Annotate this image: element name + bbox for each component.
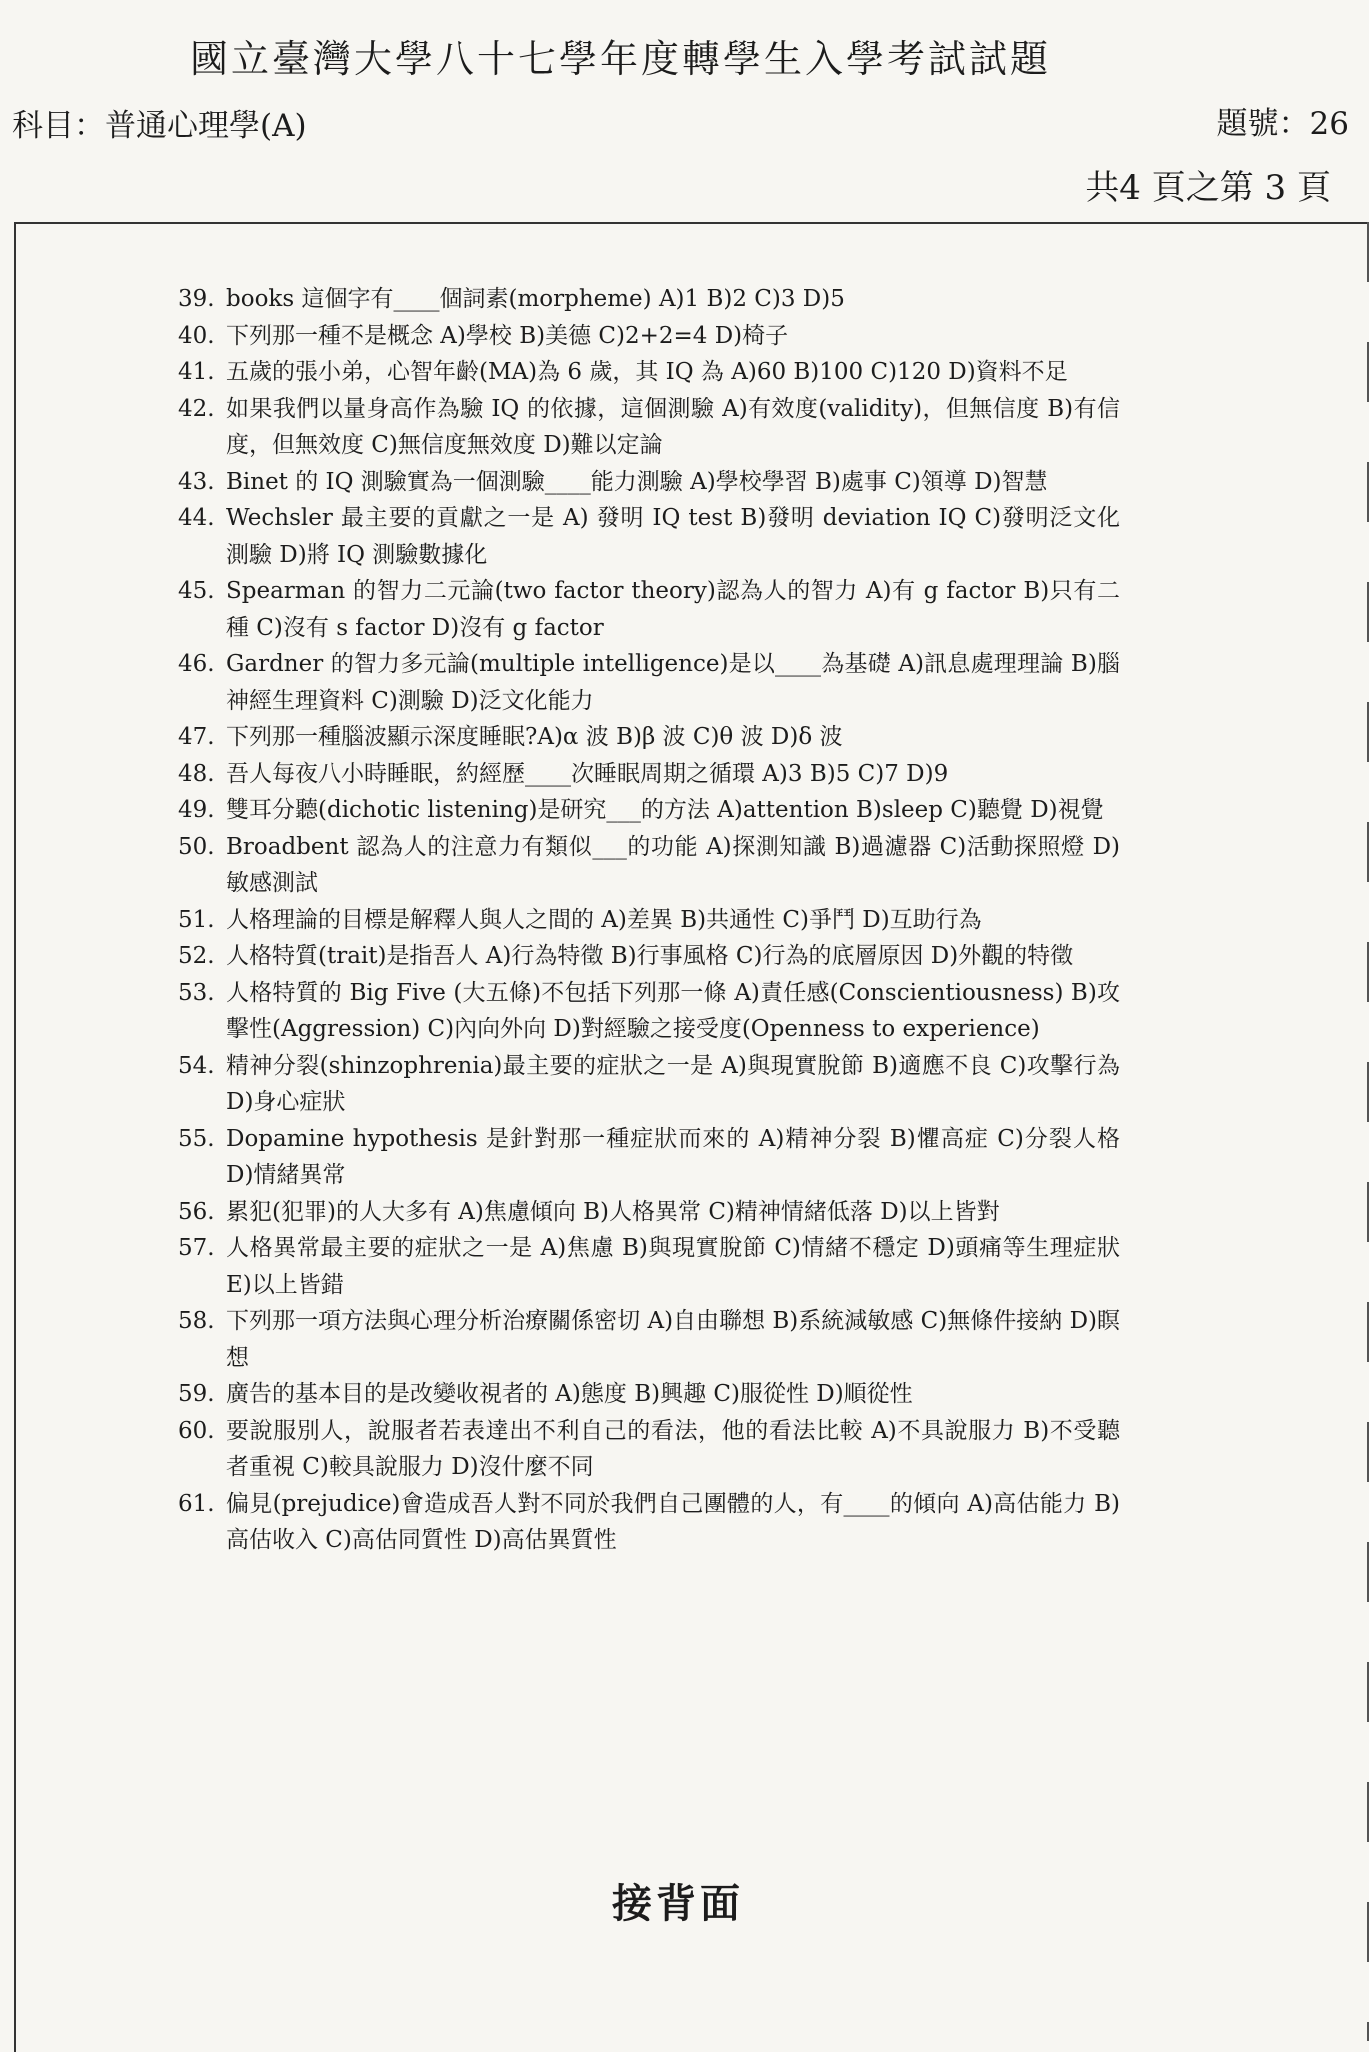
question-number: 51. xyxy=(178,906,215,933)
question-text: 五歲的張小弟，心智年齡(MA)為 6 歲，其 IQ 為 A)60 B)100 C)120 D)資料不足 xyxy=(226,359,1068,385)
question-text: 下列那一項方法與心理分析治療關係密切 A)自由聯想 B)系統減敏感 C)無條件接納 D)瞑想 xyxy=(226,1308,1120,1371)
question-text: Gardner 的智力多元論(multiple intelligence)是以____為基礎 A)訊息處理理論 B)腦神經生理資料 C)測驗 D)泛文化能力 xyxy=(226,651,1120,714)
question-item xyxy=(178,573,1120,646)
question-number: 50. xyxy=(178,833,215,860)
question-text: Dopamine hypothesis 是針對那一種症狀而來的 A)精神分裂 B)懼高症 C)分裂人格 D)情緒異常 xyxy=(226,1125,1120,1188)
question-text: 累犯(犯罪)的人大多有 A)焦慮傾向 B)人格異常 C)精神情緒低落 D)以上皆對 xyxy=(226,1198,1000,1225)
question-item xyxy=(178,500,1120,573)
question-number: 60. xyxy=(178,1417,215,1444)
question-text: Binet 的 IQ 測驗實為一個測驗____能力測驗 A)學校學習 B)處事 C)領導 D)智慧 xyxy=(226,468,1048,495)
question-number: 39. xyxy=(178,286,215,312)
question-text: 廣告的基本目的是改變收視者的 A)態度 B)興趣 C)服從性 D)順從性 xyxy=(226,1381,913,1407)
question-item xyxy=(178,829,1120,902)
question-item xyxy=(178,792,1120,829)
subject-label: 科目：普通心理學(A) xyxy=(12,108,307,144)
question-number: 47. xyxy=(178,724,215,750)
question-text: 人格理論的目標是解釋人與人之間的 A)差異 B)共通性 C)爭鬥 D)互助行為 xyxy=(226,906,982,933)
question-item xyxy=(178,464,1120,501)
question-number: 48. xyxy=(178,760,215,787)
question-number: 42. xyxy=(178,395,215,422)
question-item xyxy=(178,1413,1120,1486)
question-number: 54. xyxy=(178,1052,215,1079)
question-number: 44. xyxy=(178,505,215,531)
question-number: 43. xyxy=(178,468,215,495)
question-text: books 這個字有____個詞素(morpheme) A)1 B)2 C)3 D)5 xyxy=(226,286,845,312)
question-item xyxy=(178,1376,1120,1413)
question-text: Wechsler 最主要的貢獻之一是 A) 發明 IQ test B)發明 deviation IQ C)發明泛文化測驗 D)將 IQ 測驗數據化 xyxy=(226,505,1120,568)
question-item xyxy=(178,1048,1120,1121)
question-number: 40. xyxy=(178,322,215,349)
question-text: 人格異常最主要的症狀之一是 A)焦慮 B)與現實脫節 C)情緒不穩定 D)頭痛等生理症狀 E)以上皆錯 xyxy=(226,1235,1120,1298)
question-item xyxy=(178,354,1120,391)
question-number: 61. xyxy=(178,1490,215,1517)
page-info: 共4 頁之第 3 頁 xyxy=(1085,168,1331,208)
question-number: 53. xyxy=(178,979,215,1006)
question-item xyxy=(178,318,1120,355)
question-number: 56. xyxy=(178,1198,215,1225)
question-number: 52. xyxy=(178,943,215,969)
question-text: 下列那一種腦波顯示深度睡眠?A)α 波 B)β 波 C)θ 波 D)δ 波 xyxy=(226,724,843,750)
question-text: 雙耳分聽(dichotic listening)是研究___的方法 A)attention B)sleep C)聽覺 D)視覺 xyxy=(226,797,1104,823)
question-item xyxy=(178,975,1120,1048)
question-item xyxy=(178,756,1120,793)
question-number: 58. xyxy=(178,1308,215,1334)
question-number: 57. xyxy=(178,1235,215,1261)
question-number: 59. xyxy=(178,1381,215,1407)
question-item xyxy=(178,1194,1120,1231)
question-item xyxy=(178,719,1120,756)
question-number: 41. xyxy=(178,359,215,385)
question-number-label: 題號：26 xyxy=(1216,106,1349,142)
question-text: Broadbent 認為人的注意力有類似___的功能 A)探測知識 B)過濾器 C)活動探照燈 D)敏感測試 xyxy=(226,833,1120,896)
question-text: 如果我們以量身高作為驗 IQ 的依據，這個測驗 A)有效度(validity)，但無信度 B)有信度，但無效度 C)無信度無效度 D)難以定論 xyxy=(226,395,1120,458)
question-item xyxy=(178,938,1120,975)
question-item xyxy=(178,1486,1120,1559)
question-text: 吾人每夜八小時睡眠，約經歷____次睡眠周期之循環 A)3 B)5 C)7 D)9 xyxy=(226,760,949,787)
question-item xyxy=(178,902,1120,939)
question-number: 49. xyxy=(178,797,215,823)
question-text: 偏見(prejudice)會造成吾人對不同於我們自己團體的人，有____的傾向 A)高估能力 B)高估收入 C)高估同質性 D)高估異質性 xyxy=(226,1490,1120,1553)
question-text: 下列那一種不是概念 A)學校 B)美德 C)2+2=4 D)椅子 xyxy=(226,322,789,349)
question-list xyxy=(178,281,1120,1559)
question-text: 精神分裂(shinzophrenia)最主要的症狀之一是 A)與現實脫節 B)適應不良 C)攻擊行為 D)身心症狀 xyxy=(226,1052,1120,1115)
question-item xyxy=(178,646,1120,719)
question-number: 46. xyxy=(178,651,215,677)
question-text: 要說服別人，說服者若表達出不利自己的看法，他的看法比較 A)不具說服力 B)不受聽者重視 C)較具說服力 D)沒什麼不同 xyxy=(226,1417,1120,1480)
question-number: 45. xyxy=(178,578,215,604)
question-text: 人格特質(trait)是指吾人 A)行為特徵 B)行事風格 C)行為的底層原因 D)外觀的特徵 xyxy=(226,943,1074,969)
continue-on-back-note: 接背面 xyxy=(612,1880,744,1927)
question-item xyxy=(178,1230,1120,1303)
page-title: 國立臺灣大學八十七學年度轉學生入學考試試題 xyxy=(190,37,1052,81)
question-item xyxy=(178,391,1120,464)
question-item xyxy=(178,281,1120,318)
question-text: Spearman 的智力二元論(two factor theory)認為人的智力 A)有 g factor B)只有二種 C)沒有 s factor D)沒有 g factor xyxy=(226,578,1120,641)
question-number: 55. xyxy=(178,1125,215,1152)
question-text: 人格特質的 Big Five (大五條)不包括下列那一條 A)責任感(Conscientiousness) B)攻擊性(Aggression) C)內向外向 D)對經驗之接受度(Openness to experience) xyxy=(226,979,1120,1042)
question-item xyxy=(178,1303,1120,1376)
question-item xyxy=(178,1121,1120,1194)
